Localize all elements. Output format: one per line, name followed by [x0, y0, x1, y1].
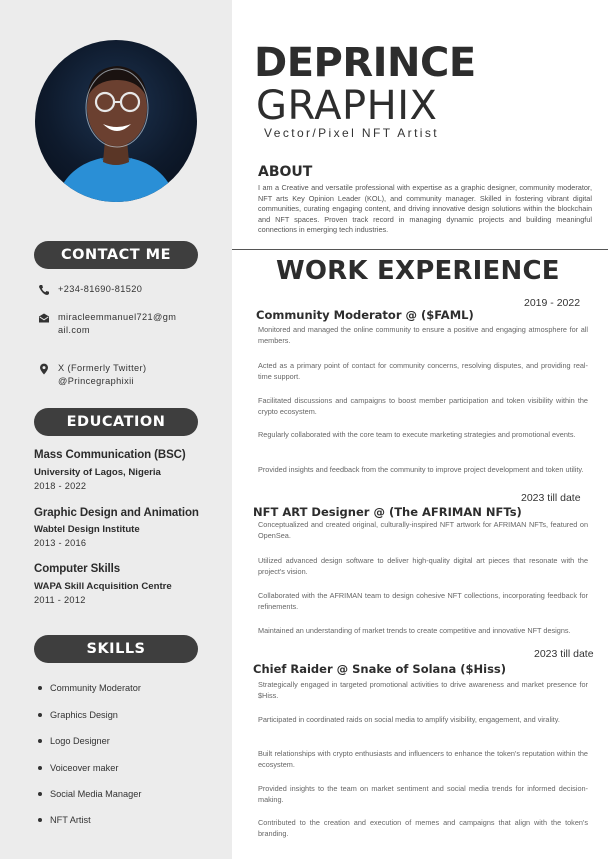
contact-email [38, 311, 176, 336]
skill-label: Social Media Manager [50, 789, 142, 799]
bullet-dot-icon [38, 792, 42, 796]
email-address[interactable] [58, 311, 176, 336]
education-years-2: 2013 - 2016 [34, 538, 87, 548]
job-3-bullet: Participated in coordinated raids on social media to amplify visibility, engagement, and virality. [258, 715, 560, 724]
skill-label: Voiceover maker [50, 763, 119, 773]
bullet-dot-icon [38, 686, 42, 690]
job-1-bullet: Provided insights and feedback from the community to improve project development and token utility. [258, 465, 584, 474]
main-content [232, 0, 608, 859]
portrait-illustration [35, 40, 197, 202]
skills-heading: SKILLS [34, 635, 198, 663]
bullet-dot-icon [38, 766, 42, 770]
skill-label: NFT Artist [50, 815, 91, 825]
job-3-bullet: Strategically engaged in targeted promotional activities to drive awareness and market presence for $Hiss. [258, 680, 588, 700]
skill-item [38, 789, 141, 799]
contact-social [38, 362, 146, 387]
name-second: GRAPHIX [256, 83, 438, 129]
phone-number[interactable]: +234-81690-81520 [58, 284, 143, 294]
education-title-3: Computer Skills [34, 563, 121, 575]
section-divider [232, 249, 608, 250]
education-school-2: Wabtel Design Institute [34, 524, 140, 535]
contact-phone [38, 283, 142, 296]
education-years-3: 2011 - 2012 [34, 595, 86, 605]
profile-avatar [35, 40, 197, 202]
skill-label: Logo Designer [50, 736, 110, 746]
job-date-1: 2019 - 2022 [524, 297, 581, 309]
education-school-3: WAPA Skill Acquisition Centre [34, 581, 172, 592]
tagline: Vector/Pixel NFT Artist [264, 126, 440, 140]
skill-item [38, 763, 118, 773]
about-heading: ABOUT [258, 164, 313, 180]
skill-item [38, 683, 141, 693]
mail-icon [38, 312, 50, 324]
job-1-bullet: Acted as a primary point of contact for community concerns, resolving disputes, and providing real-time support. [258, 361, 588, 381]
job-2-bullet: Conceptualized and created original, culturally-inspired NFT artwork for AFRIMAN NFTs, featured on OpenSea. [258, 520, 588, 540]
skill-label: Graphics Design [50, 710, 118, 720]
work-experience-heading: WORK EXPERIENCE [276, 256, 560, 286]
job-title-1: Community Moderator @ ($FAML) [256, 308, 474, 322]
job-date-2: 2023 till date [521, 492, 581, 504]
phone-icon [38, 284, 50, 296]
job-2-bullet: Utilized advanced design software to deliver high-quality digital art pieces that resonate with the project's vision. [258, 556, 588, 576]
job-1-bullet: Regularly collaborated with the core team to execute marketing strategies and promotional events. [258, 430, 576, 439]
education-years-1: 2018 - 2022 [34, 481, 87, 491]
name-first: DEPRINCE [254, 40, 476, 86]
about-text: I am a Creative and versatile professional with expertise as a graphic designer, community moderator, NFT arts Key Opinion Leader (KOL), and community manager. Skilled in fostering vibrant digital communities, curating engaging content, and driving innovative design solutions within the blockchain and NFT spaces. Proven track record in managing dynamic projects and building meaningful connections in emerging tech industries. [258, 183, 592, 234]
bullet-dot-icon [38, 739, 42, 743]
job-date-3: 2023 till date [534, 648, 594, 660]
location-pin-icon [38, 363, 50, 375]
skill-item [38, 710, 118, 720]
skill-item [38, 736, 110, 746]
job-1-bullet: Facilitated discussions and campaigns to boost member participation and token visibility within the crypto ecosystem. [258, 396, 588, 416]
job-2-bullet: Maintained an understanding of market trends to create competitive and innovative NFT designs. [258, 626, 571, 635]
job-title-2: NFT ART Designer @ (The AFRIMAN NFTs) [253, 505, 522, 519]
bullet-dot-icon [38, 818, 42, 822]
contact-heading: CONTACT ME [34, 241, 198, 269]
bullet-dot-icon [38, 713, 42, 717]
social-line-1: X (Formerly Twitter) [58, 363, 147, 373]
education-title-2: Graphic Design and Animation [34, 507, 199, 519]
education-heading: EDUCATION [34, 408, 198, 436]
skill-item [38, 815, 91, 825]
job-title-3: Chief Raider @ Snake of Solana ($Hiss) [253, 662, 507, 676]
job-3-bullet: Contributed to the creation and execution of memes and campaigns that align with the token's branding. [258, 818, 588, 838]
email-line-2: ail.com [58, 324, 90, 335]
education-school-1: University of Lagos, Nigeria [34, 467, 161, 478]
social-line-2: @Princegraphixii [58, 375, 134, 386]
social-handle[interactable] [58, 362, 146, 387]
job-1-bullet: Monitored and managed the online community to ensure a positive and engaging atmosphere for all members. [258, 325, 588, 345]
job-3-bullet: Provided insights to the team on market sentiment and social media trends for informed decision-making. [258, 784, 588, 804]
skill-label: Community Moderator [50, 683, 141, 693]
sidebar [0, 0, 232, 859]
education-title-1: Mass Communication (BSC) [34, 449, 186, 461]
email-line-1: miracleemmanuel721@gm [58, 312, 177, 322]
job-3-bullet: Built relationships with crypto enthusiasts and influencers to enhance the token's reputation within the ecosystem. [258, 749, 588, 769]
job-2-bullet: Collaborated with the AFRIMAN team to design cohesive NFT collections, incorporating feedback for refinements. [258, 591, 588, 611]
